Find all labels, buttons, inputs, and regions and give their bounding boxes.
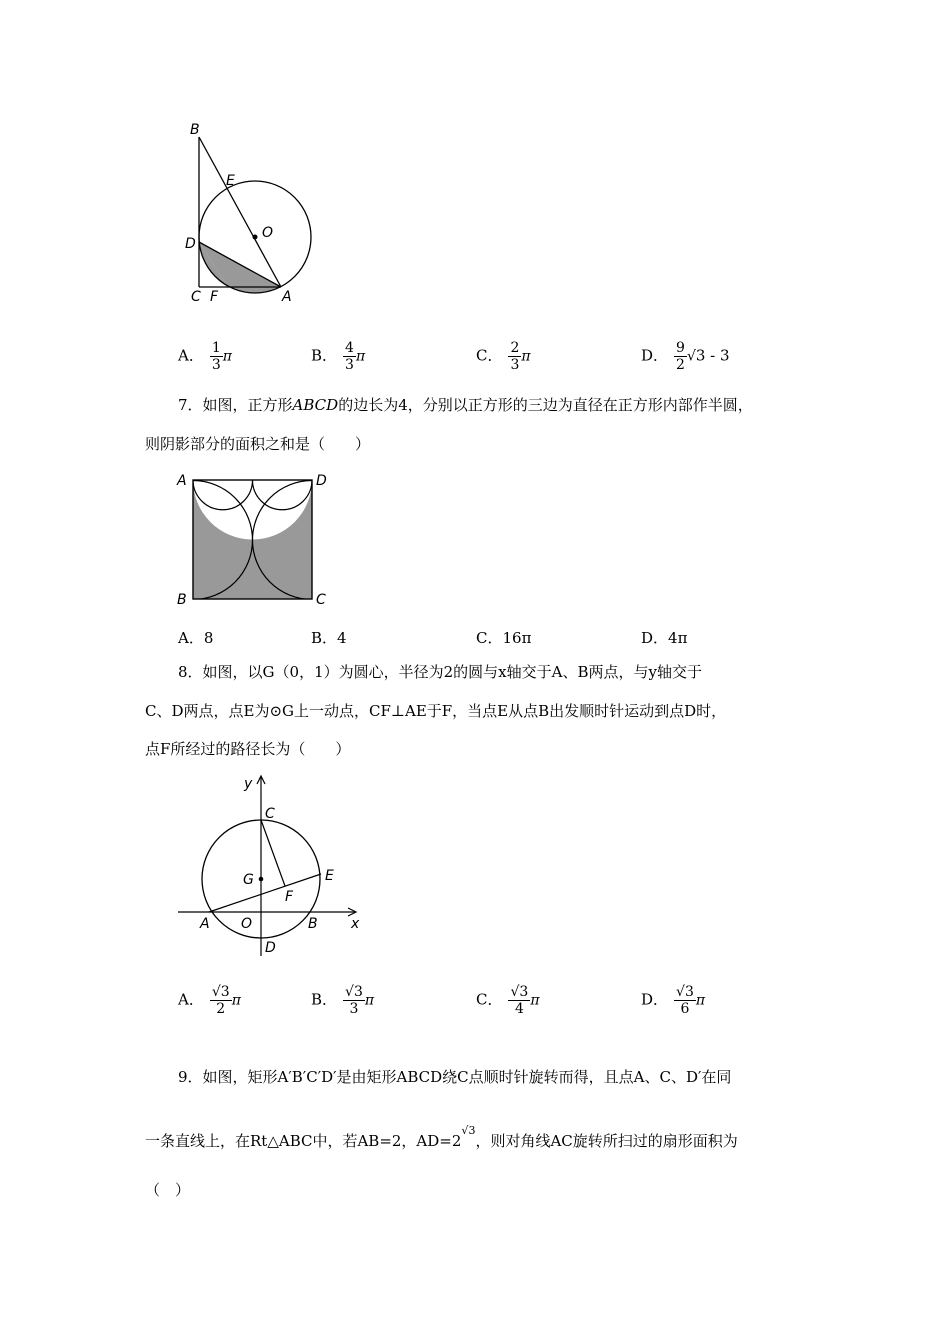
figure-q7 <box>170 468 340 613</box>
q6-option-a[interactable]: A． $\frac{1}{3}$ π <box>178 340 232 373</box>
q7-option-d[interactable]: D．4π <box>641 629 688 647</box>
q6-option-c[interactable]: C． $\frac{2}{3}$ π <box>476 340 531 373</box>
label-e: E <box>226 173 235 189</box>
label-o: O <box>241 916 253 932</box>
label-d: D <box>316 473 327 489</box>
label-f: F <box>285 889 294 905</box>
label-c: C <box>265 806 275 822</box>
label-o: O <box>262 225 274 241</box>
label-y: y <box>244 776 253 792</box>
q9-line2: 一条直线上，在Rt△ABC中，若AB=2，$AD=2^{√3}$，则对角线AC旋转所扫过的扇形面积为 <box>145 1124 738 1150</box>
label-c: C <box>191 289 201 305</box>
q8-line3: 点F所经过的路径长为（ ） <box>145 740 351 758</box>
q7-line2: 则阴影部分的面积之和是（ ） <box>145 435 371 453</box>
label-b: B <box>190 122 200 138</box>
q7-option-a[interactable]: A．8 <box>178 629 214 647</box>
q6-option-d[interactable]: D． $\frac{9}{2}$ √3 - 3 <box>641 340 730 373</box>
label-x: x <box>351 916 360 932</box>
q7-line1: 7．如图，正方形ABCD的边长为4，分别以正方形的三边为直径在正方形内部作半圆， <box>178 396 753 414</box>
label-e: E <box>325 868 334 884</box>
label-a: A <box>282 289 292 305</box>
label-d: D <box>185 236 196 252</box>
label-g: G <box>243 872 254 888</box>
q7-option-b[interactable]: B．4 <box>311 629 347 647</box>
q8-option-b[interactable]: B． $\frac{√3}{3}$ π <box>311 984 375 1017</box>
label-f: F <box>210 289 219 305</box>
q8-option-a[interactable]: A． $\frac{√3}{2}$ π <box>178 984 241 1017</box>
q9-line1: 9．如图，矩形A′B′C′D′是由矩形ABCD绕C点顺时针旋转而得，且点A、C、D′在同 <box>178 1068 732 1086</box>
figure-q8 <box>172 770 372 962</box>
label-a: A <box>200 916 210 932</box>
label-b: B <box>177 592 187 608</box>
label-c: C <box>316 592 326 608</box>
q6-option-b[interactable]: B． $\frac{4}{3}$ π <box>311 340 366 373</box>
q8-option-c[interactable]: C． $\frac{√3}{4}$ π <box>476 984 540 1017</box>
label-d: D <box>265 940 276 956</box>
label-a: A <box>177 473 187 489</box>
q7-option-c[interactable]: C．16π <box>476 629 532 647</box>
q8-option-d[interactable]: D． $\frac{√3}{6}$ π <box>641 984 706 1017</box>
q9-line3: （ ） <box>145 1181 191 1199</box>
q8-line1: 8．如图，以G（0，1）为圆心，半径为2的圆与x轴交于A、B两点，与y轴交于 <box>178 663 702 681</box>
label-b: B <box>308 916 318 932</box>
q8-line2: C、D两点，点E为⊙G上一动点，CF⊥AE于F，当点E从点B出发顺时针运动到点D时， <box>145 702 727 720</box>
figure-q6 <box>180 118 320 308</box>
